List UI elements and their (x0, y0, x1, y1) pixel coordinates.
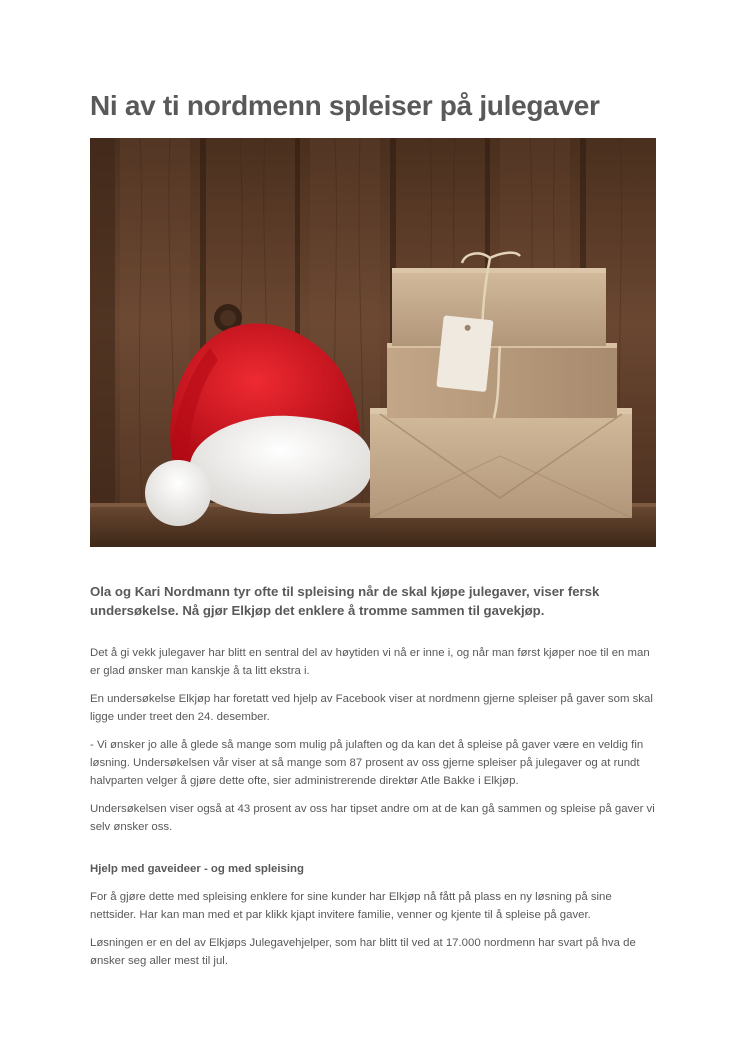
body-paragraph-1: Det å gi vekk julegaver har blitt en sentral del av høytiden vi nå er inne i, og når man først kjøper noe til en man er glad ønsker man kanskje å ta litt ekstra i. (90, 647, 650, 677)
santa-hat-and-gifts-photo (90, 138, 656, 547)
article-body (90, 644, 656, 980)
body-paragraph-4: Undersøkelsen viser også at 43 prosent av oss har tipset andre om at de kan gå sammen og spleise på gaver vi selv ønsker oss. (90, 803, 655, 833)
body-paragraph-5: For å gjøre dette med spleising enklere for sine kunder har Elkjøp nå fått på plass en ny løsning på sine nettsider. Har kan man med et par klikk kjapt invitere familie, venner og kjente til å spleise på gaver. (90, 891, 612, 921)
article-lead: Ola og Kari Nordmann tyr ofte til spleising når de skal kjøpe julegaver, viser fersk undersøkelse. Nå gjør Elkjøp det enklere å tromme sammen til gavekjøp. (90, 584, 600, 618)
section-subheading: Hjelp med gaveideer - og med spleising (90, 863, 304, 875)
body-paragraph-3: - Vi ønsker jo alle å glede så mange som mulig på julaften og da kan det å spleise på gaver være en veldig fin løsning. Undersøkelsen vår viser at så mange som 87 prosent av oss gjerne spleiser på julegaver og at rundt halvparten velger å gjøre dette ofte, sier administrerende direktør Atle Bakke i Elkjøp. (90, 739, 644, 787)
hero-image (90, 138, 656, 547)
article-title: Ni av ti nordmenn spleiser på julegaver (90, 90, 600, 121)
body-paragraph-6: Løsningen er en del av Elkjøps Julegavehjelper, som har blitt til ved at 17.000 nordmenn har svart på hva de ønsker seg aller mest til jul. (90, 937, 636, 967)
body-paragraph-2: En undersøkelse Elkjøp har foretatt ved hjelp av Facebook viser at nordmenn gjerne spleiser på gaver som skal ligge under treet den 24. desember. (90, 693, 653, 723)
